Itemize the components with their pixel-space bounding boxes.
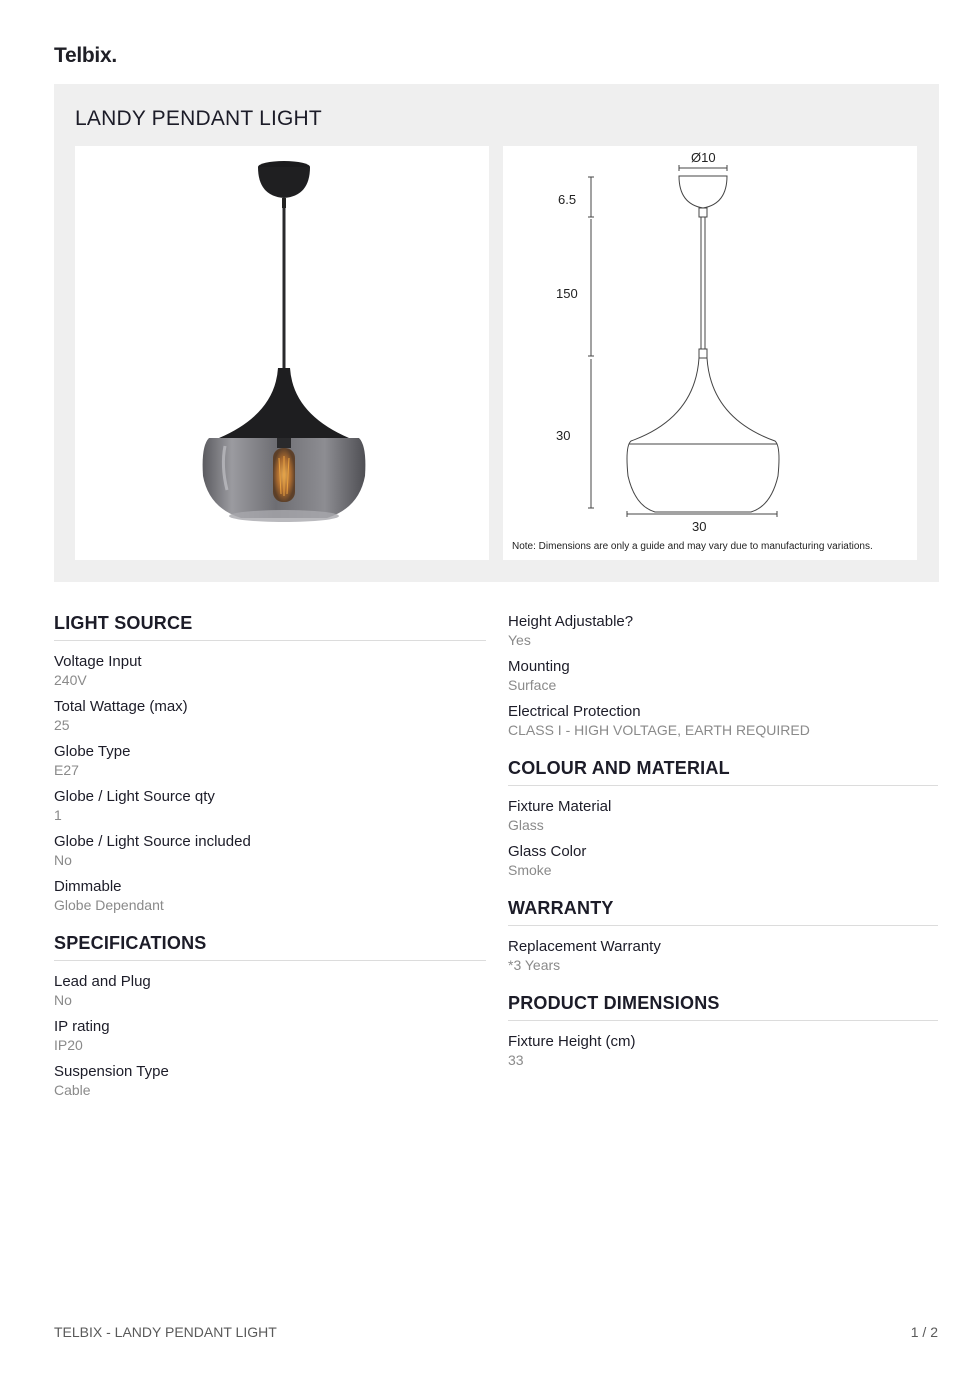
spec-label: Globe / Light Source qty: [54, 788, 215, 805]
section-specifications-continued: [508, 613, 938, 739]
spec-item: [54, 833, 486, 869]
spec-label: Globe Type: [54, 743, 131, 760]
spec-label: Mounting: [508, 658, 570, 675]
left-spec-column: [54, 613, 486, 1108]
spec-label: Dimmable: [54, 878, 122, 895]
spec-item: [54, 788, 486, 824]
spec-value: Globe Dependant: [54, 897, 164, 913]
spec-item: [54, 1063, 486, 1099]
section-heading: PRODUCT DIMENSIONS: [508, 993, 938, 1021]
spec-value: Yes: [508, 632, 531, 648]
spec-item: [508, 703, 938, 739]
section-heading: WARRANTY: [508, 898, 938, 926]
spec-label: Voltage Input: [54, 653, 142, 670]
spec-label: Total Wattage (max): [54, 698, 188, 715]
section-heading: COLOUR AND MATERIAL: [508, 758, 938, 786]
spec-value: *3 Years: [508, 957, 561, 973]
product-hero: [54, 84, 939, 582]
spec-label: Glass Color: [508, 843, 587, 860]
right-spec-column: [508, 613, 938, 1078]
spec-value: CLASS I - HIGH VOLTAGE, EARTH REQUIRED: [508, 722, 810, 738]
dim-shade-height: 30: [556, 428, 571, 443]
spec-item: [508, 843, 938, 879]
spec-label: Globe / Light Source included: [54, 833, 251, 850]
spec-label: Suspension Type: [54, 1063, 169, 1080]
spec-label: Height Adjustable?: [508, 613, 634, 630]
spec-value: No: [54, 852, 72, 868]
spec-value: Surface: [508, 677, 557, 693]
product-photo: [75, 146, 489, 560]
dim-canopy-height: 6.5: [558, 192, 577, 207]
dim-cable-length: 150: [556, 286, 578, 301]
footer-title: TELBIX - LANDY PENDANT LIGHT: [54, 1324, 277, 1340]
pendant-light-image: [75, 146, 489, 560]
spec-item: [508, 798, 938, 834]
section-specifications: [54, 933, 486, 1099]
section-colour-material: [508, 758, 938, 879]
section-heading: SPECIFICATIONS: [54, 933, 486, 961]
spec-item: [54, 973, 486, 1009]
spec-value: 25: [54, 717, 70, 733]
spec-value: 33: [508, 1052, 524, 1068]
page-number: 1 / 2: [910, 1324, 938, 1340]
spec-value: Cable: [54, 1082, 91, 1098]
spec-label: Lead and Plug: [54, 973, 151, 990]
spec-value: 240V: [54, 672, 87, 688]
spec-value: Smoke: [508, 862, 552, 878]
spec-item: [54, 878, 486, 914]
section-light-source: [54, 613, 486, 914]
spec-item: [54, 653, 486, 689]
dimension-diagram: [503, 146, 917, 560]
spec-item: [508, 658, 938, 694]
section-warranty: [508, 898, 938, 974]
spec-value: E27: [54, 762, 79, 778]
brand-logo: Telbix.: [54, 44, 117, 67]
spec-value: IP20: [54, 1037, 83, 1053]
dimension-note: Note: Dimensions are only a guide and may vary due to manufacturing variations.: [512, 541, 873, 552]
spec-label: Electrical Protection: [508, 703, 641, 720]
spec-item: [508, 938, 938, 974]
spec-item: [54, 698, 486, 734]
spec-label: Fixture Material: [508, 798, 612, 815]
spec-item: [54, 1018, 486, 1054]
spec-item: [54, 743, 486, 779]
product-title: LANDY PENDANT LIGHT: [75, 107, 322, 130]
section-product-dimensions: [508, 993, 938, 1069]
spec-item: [508, 1033, 938, 1069]
spec-value: No: [54, 992, 72, 1008]
spec-item: [508, 613, 938, 649]
section-heading: LIGHT SOURCE: [54, 613, 486, 641]
spec-value: 1: [54, 807, 62, 823]
spec-label: Fixture Height (cm): [508, 1033, 636, 1050]
dim-shade-width: 30: [692, 519, 707, 534]
spec-label: IP rating: [54, 1018, 110, 1035]
spec-label: Replacement Warranty: [508, 938, 661, 955]
dimension-drawing: [503, 146, 917, 560]
spec-value: Glass: [508, 817, 544, 833]
dim-canopy-diameter: Ø10: [691, 150, 716, 165]
